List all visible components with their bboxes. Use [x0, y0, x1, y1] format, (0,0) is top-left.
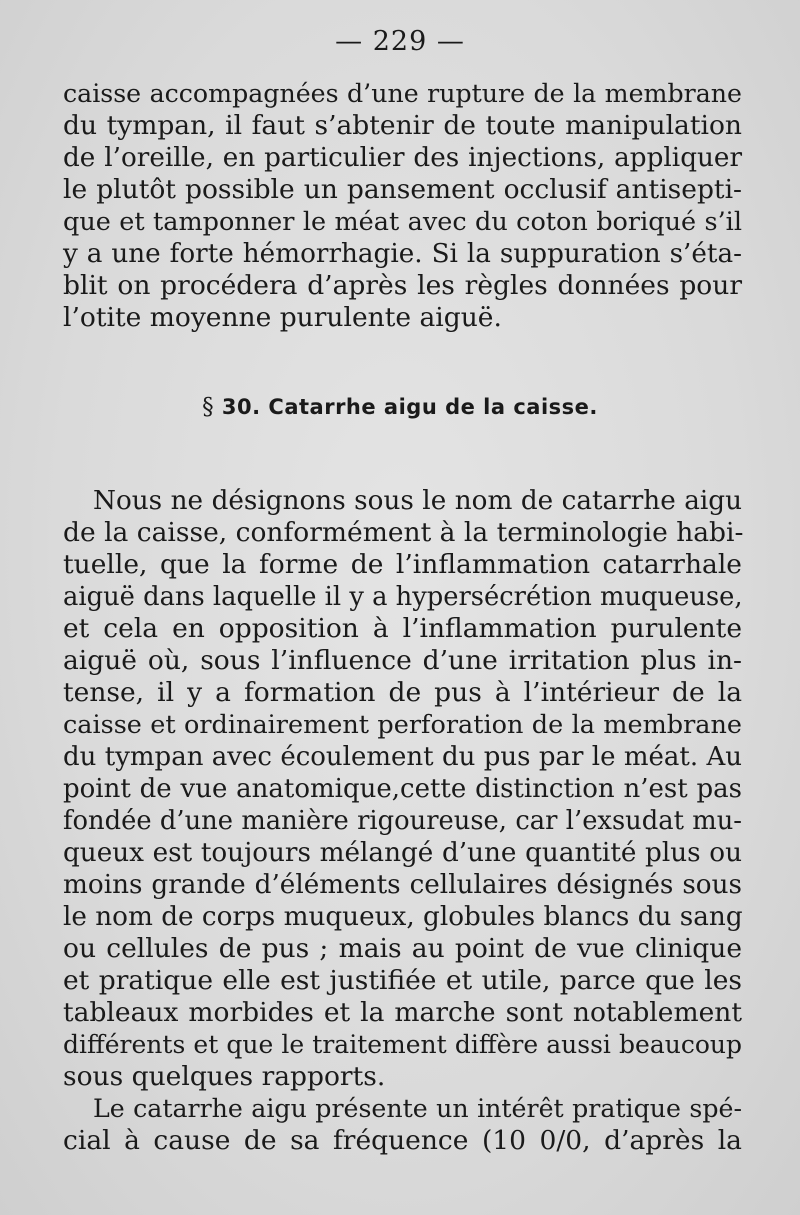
section-heading — [0, 394, 800, 420]
text-line: fondée d’une manière rigoureuse, car l’exsudat mu- — [63, 806, 742, 836]
text-line: queux est toujours mélangé d’une quantité plus ou — [63, 838, 742, 868]
text-line: de l’oreille, en particulier des injections, appliquer — [63, 143, 742, 173]
text-line: et pratique elle est justifiée et utile, parce que les — [63, 965, 742, 996]
text-line: Nous ne désignons sous le nom de catarrhe aigu — [93, 486, 742, 516]
text-line: caisse et ordinairement perforation de la membrane — [63, 710, 742, 740]
text-line: du tympan avec écoulement du pus par le méat. Au — [63, 742, 742, 772]
text-line: l’otite moyenne purulente aiguë. — [63, 302, 502, 333]
text-line: différents et que le traitement diffère aussi beaucoup — [63, 1030, 742, 1059]
text-line: le plutôt possible un pansement occlusif antisepti- — [63, 174, 742, 205]
text-line: aiguë dans laquelle il y a hypersécrétion muqueuse, — [63, 582, 743, 612]
text-line: moins grande d’éléments cellulaires désignés sous — [63, 870, 742, 900]
text-line: tuelle, que la forme de l’inflammation catarrhale — [63, 549, 742, 580]
text-line: cial à cause de sa fréquence (10 0/0, d’après la — [63, 1125, 742, 1156]
text-line: le nom de corps muqueux, globules blancs du sang — [63, 902, 743, 932]
text-line: Le catarrhe aigu présente un intérêt pratique spé- — [93, 1094, 742, 1123]
text-line: ou cellules de pus ; mais au point de vue clinique — [63, 933, 742, 964]
text-line: aiguë où, sous l’influence d’une irritation plus in- — [63, 645, 742, 676]
text-line: point de vue anatomique,cette distinction n’est pas — [63, 774, 742, 804]
text-line: tense, il y a formation de pus à l’intérieur de la — [63, 677, 742, 708]
section-symbol: § — [202, 394, 215, 420]
text-line: caisse accompagnées d’une rupture de la membrane — [63, 79, 742, 108]
section-number: 30. — [221, 395, 261, 419]
text-line: de la caisse, conformément à la terminologie habi- — [63, 517, 744, 548]
text-line: y a une forte hémorrhagie. Si la suppuration s’éta- — [63, 239, 742, 269]
text-line: et cela en opposition à l’inflammation purulente — [63, 613, 742, 644]
text-line: sous quelques rapports. — [63, 1061, 386, 1092]
section-title: Catarrhe aigu de la caisse. — [268, 395, 598, 419]
text-line: du tympan, il faut s’abtenir de toute manipulation — [63, 110, 742, 141]
text-line: tableaux morbides et la marche sont notablement — [63, 997, 742, 1028]
page-number: — 229 — — [335, 26, 465, 57]
text-line: que et tamponner le méat avec du coton boriqué s’il — [63, 207, 742, 237]
text-line: blit on procédera d’après les règles données pour — [63, 270, 742, 301]
